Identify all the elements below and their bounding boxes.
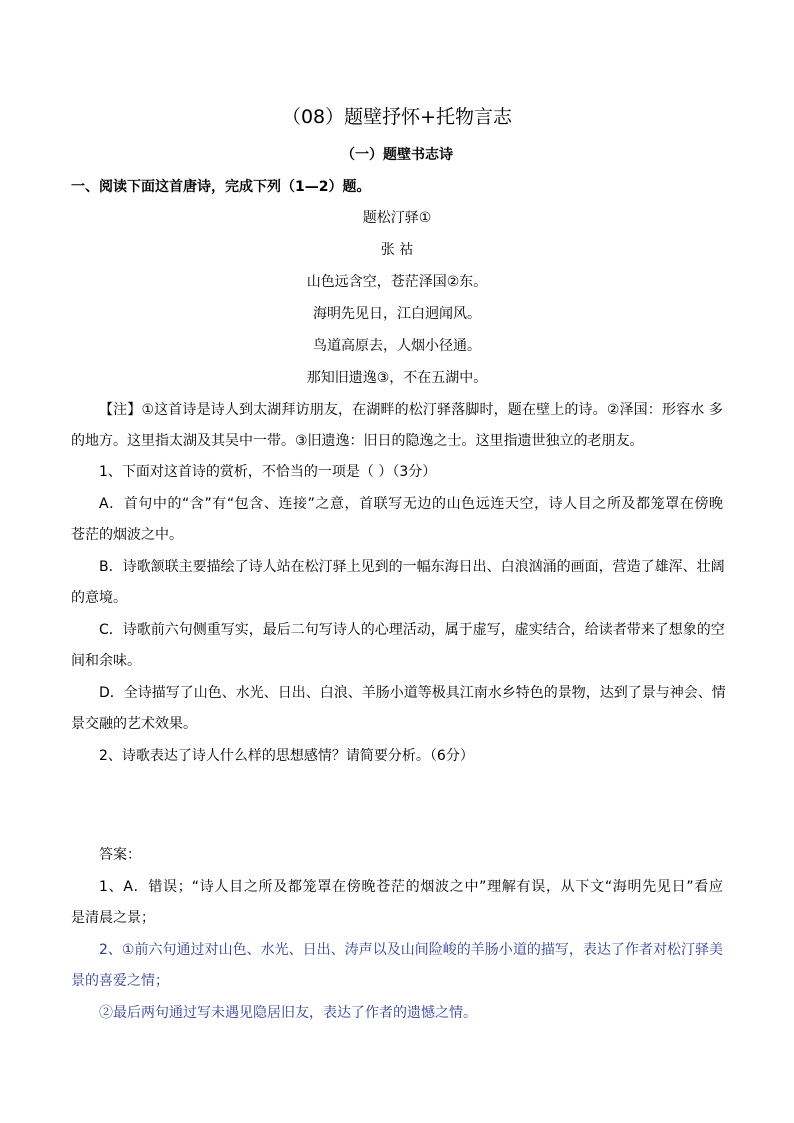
answer-1-cont: 是清晨之景； — [71, 910, 155, 926]
poem-line: 那知旧遗逸③，不在五湖中。 — [306, 370, 488, 386]
section-subtitle: （一）题壁书志诗 — [341, 147, 453, 163]
page-title: （08）题壁抒怀+托物言志 — [281, 106, 513, 128]
option-b-cont: 的意境。 — [71, 590, 127, 606]
option-a: A．首句中的“含”有“包含、连接”之意，首联写无边的山色远连天空，诗人目之所及都笼罩在傍晚 — [99, 496, 723, 512]
option-c: C．诗歌前六句侧重写实，最后二句写诗人的心理活动，属于虚写，虚实结合，给读者带来了想象的空 — [99, 622, 725, 638]
note-line: 【注】①这首诗是诗人到太湖拜访朋友，在湖畔的松汀驿落脚时，题在壁上的诗。②泽国：形容水 多 — [99, 402, 723, 418]
question-intro: 一、阅读下面这首唐诗，完成下列（1—2）题。 — [71, 179, 371, 195]
question-1-stem: 1、下面对这首诗的赏析，不恰当的一项是（ ）（3分） — [99, 464, 437, 480]
poem-line: 鸟道高原去，人烟小径通。 — [313, 338, 481, 354]
answer-1: 1、A．错误；“诗人目之所及都笼罩在傍晚苍茫的烟波之中”理解有误，从下文“海明先见日”看应 — [99, 879, 723, 895]
option-d: D．全诗描写了山色、水光、日出、白浪、羊肠小道等极具江南水乡特色的景物，达到了景与神会、情 — [99, 685, 726, 701]
poem-line: 山色远含空，苍茫泽国②东。 — [306, 274, 488, 290]
option-b: B．诗歌颔联主要描绘了诗人站在松汀驿上见到的一幅东海日出、白浪汹涌的画面，营造了雄浑、壮阔 — [99, 559, 725, 575]
answer-label: 答案： — [99, 847, 141, 863]
option-d-cont: 景交融的艺术效果。 — [71, 716, 197, 732]
poem-author: 张 祜 — [380, 242, 414, 258]
poem-title: 题松汀驿① — [362, 210, 432, 226]
option-c-cont: 间和余味。 — [71, 653, 141, 669]
answer-2-cont: 景的喜爱之情； — [71, 973, 169, 989]
option-a-cont: 苍茫的烟波之中。 — [71, 527, 183, 543]
note-line: 的地方。这里指太湖及其吴中一带。③旧遗逸：旧日的隐逸之士。这里指遗世独立的老朋友。 — [71, 433, 644, 449]
question-2-stem: 2、诗歌表达了诗人什么样的思想感情？请简要分析。（6分） — [99, 748, 474, 764]
answer-2-part2: ②最后两句通过写未遇见隐居旧友，表达了作者的遗憾之情。 — [99, 1005, 477, 1021]
poem-line: 海明先见日，江白迥闻风。 — [313, 306, 481, 322]
answer-2: 2、①前六句通过对山色、水光、日出、涛声以及山间险峻的羊肠小道的描写，表达了作者对松汀驿美 — [99, 942, 723, 958]
